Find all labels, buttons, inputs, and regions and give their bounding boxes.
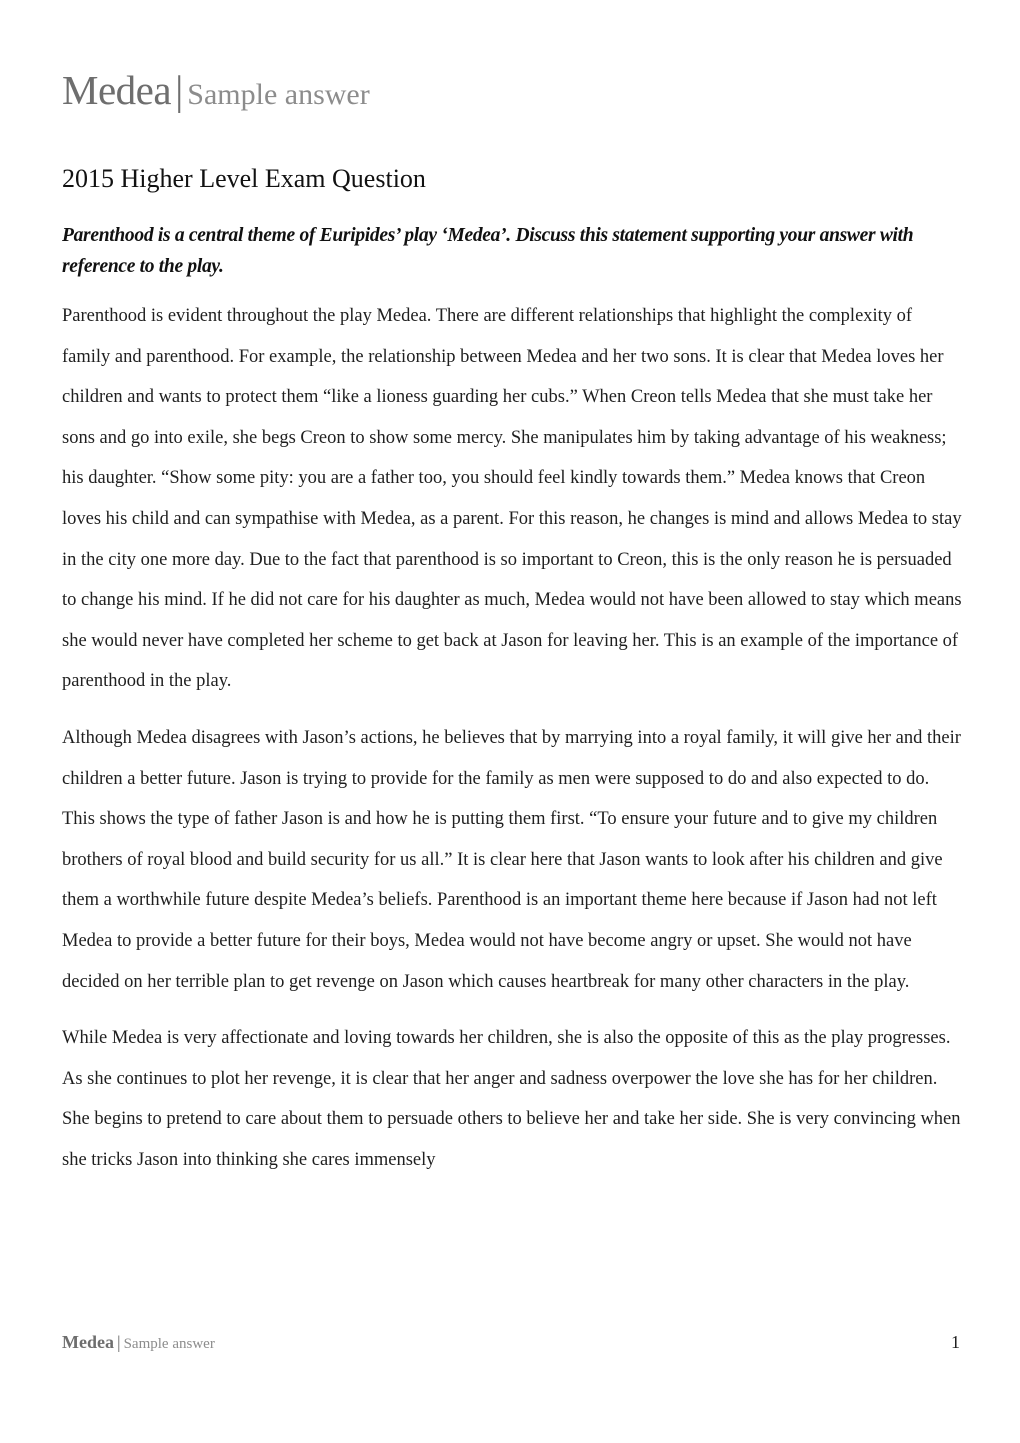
- answer-body: [62, 296, 962, 1196]
- answer-paragraph: While Medea is very affectionate and loving towards her children, she is also the opposite of this as the play progresses. As she continues to plot her revenge, it is clear that her anger and sadness overpower the love she has for her children. She begins to pretend to care about them to persuade others to believe her and take her side. She is very convincing when she tricks Jason into thinking she cares immensely: [62, 1028, 961, 1170]
- document-subtitle: Sample answer: [187, 78, 370, 111]
- footer-subtitle: Sample answer: [123, 1336, 215, 1352]
- question-heading: 2015 Higher Level Exam Question: [62, 164, 426, 193]
- question-prompt: Parenthood is a central theme of Euripides’ play ‘Medea’. Discuss this statement supporting your answer with reference to the play.: [62, 225, 914, 277]
- footer-separator: |: [116, 1332, 121, 1352]
- page-footer: [62, 1332, 960, 1356]
- header-separator: |: [175, 67, 184, 113]
- page-number: 1: [951, 1332, 960, 1352]
- answer-paragraph: Parenthood is evident throughout the play Medea. There are different relationships that highlight the complexity of family and parenthood. For example, the relationship between Medea and her two sons. It is clear that Medea loves her children and wants to protect them “like a lioness guarding her cubs.” When Creon tells Medea that she must take her sons and go into exile, she begs Creon to show some mercy. She manipulates him by taking advantage of his weakness; his daughter. “Show some pity: you are a father too, you should feel kindly towards them.” Medea knows that Creon loves his child and can sympathise with Medea, as a parent. For this reason, he changes is mind and allows Medea to stay in the city one more day. Due to the fact that parenthood is so important to Creon, this is the only reason he is persuaded to change his mind. If he did not care for his daughter as much, Medea would not have been allowed to stay which means she would never have completed her scheme to get back at Jason for leaving her. This is an example of the importance of parenthood in the play.: [62, 306, 962, 692]
- answer-paragraph: Although Medea disagrees with Jason’s actions, he believes that by marrying into a royal family, it will give her and their children a better future. Jason is trying to provide for the family as men were supposed to do and also expected to do. This shows the type of father Jason is and how he is putting them first. “To ensure your future and to give my children brothers of royal blood and build security for us all.” It is clear here that Jason wants to look after his children and give them a worthwhile future despite Medea’s beliefs. Parenthood is an important theme here because if Jason had not left Medea to provide a better future for their boys, Medea would not have become angry or upset. She would not have decided on her terrible plan to get revenge on Jason which causes heartbreak for many other characters in the play.: [62, 727, 961, 992]
- document-title: Medea: [62, 67, 172, 113]
- page-header: [62, 67, 370, 113]
- footer-title: Medea: [62, 1332, 114, 1352]
